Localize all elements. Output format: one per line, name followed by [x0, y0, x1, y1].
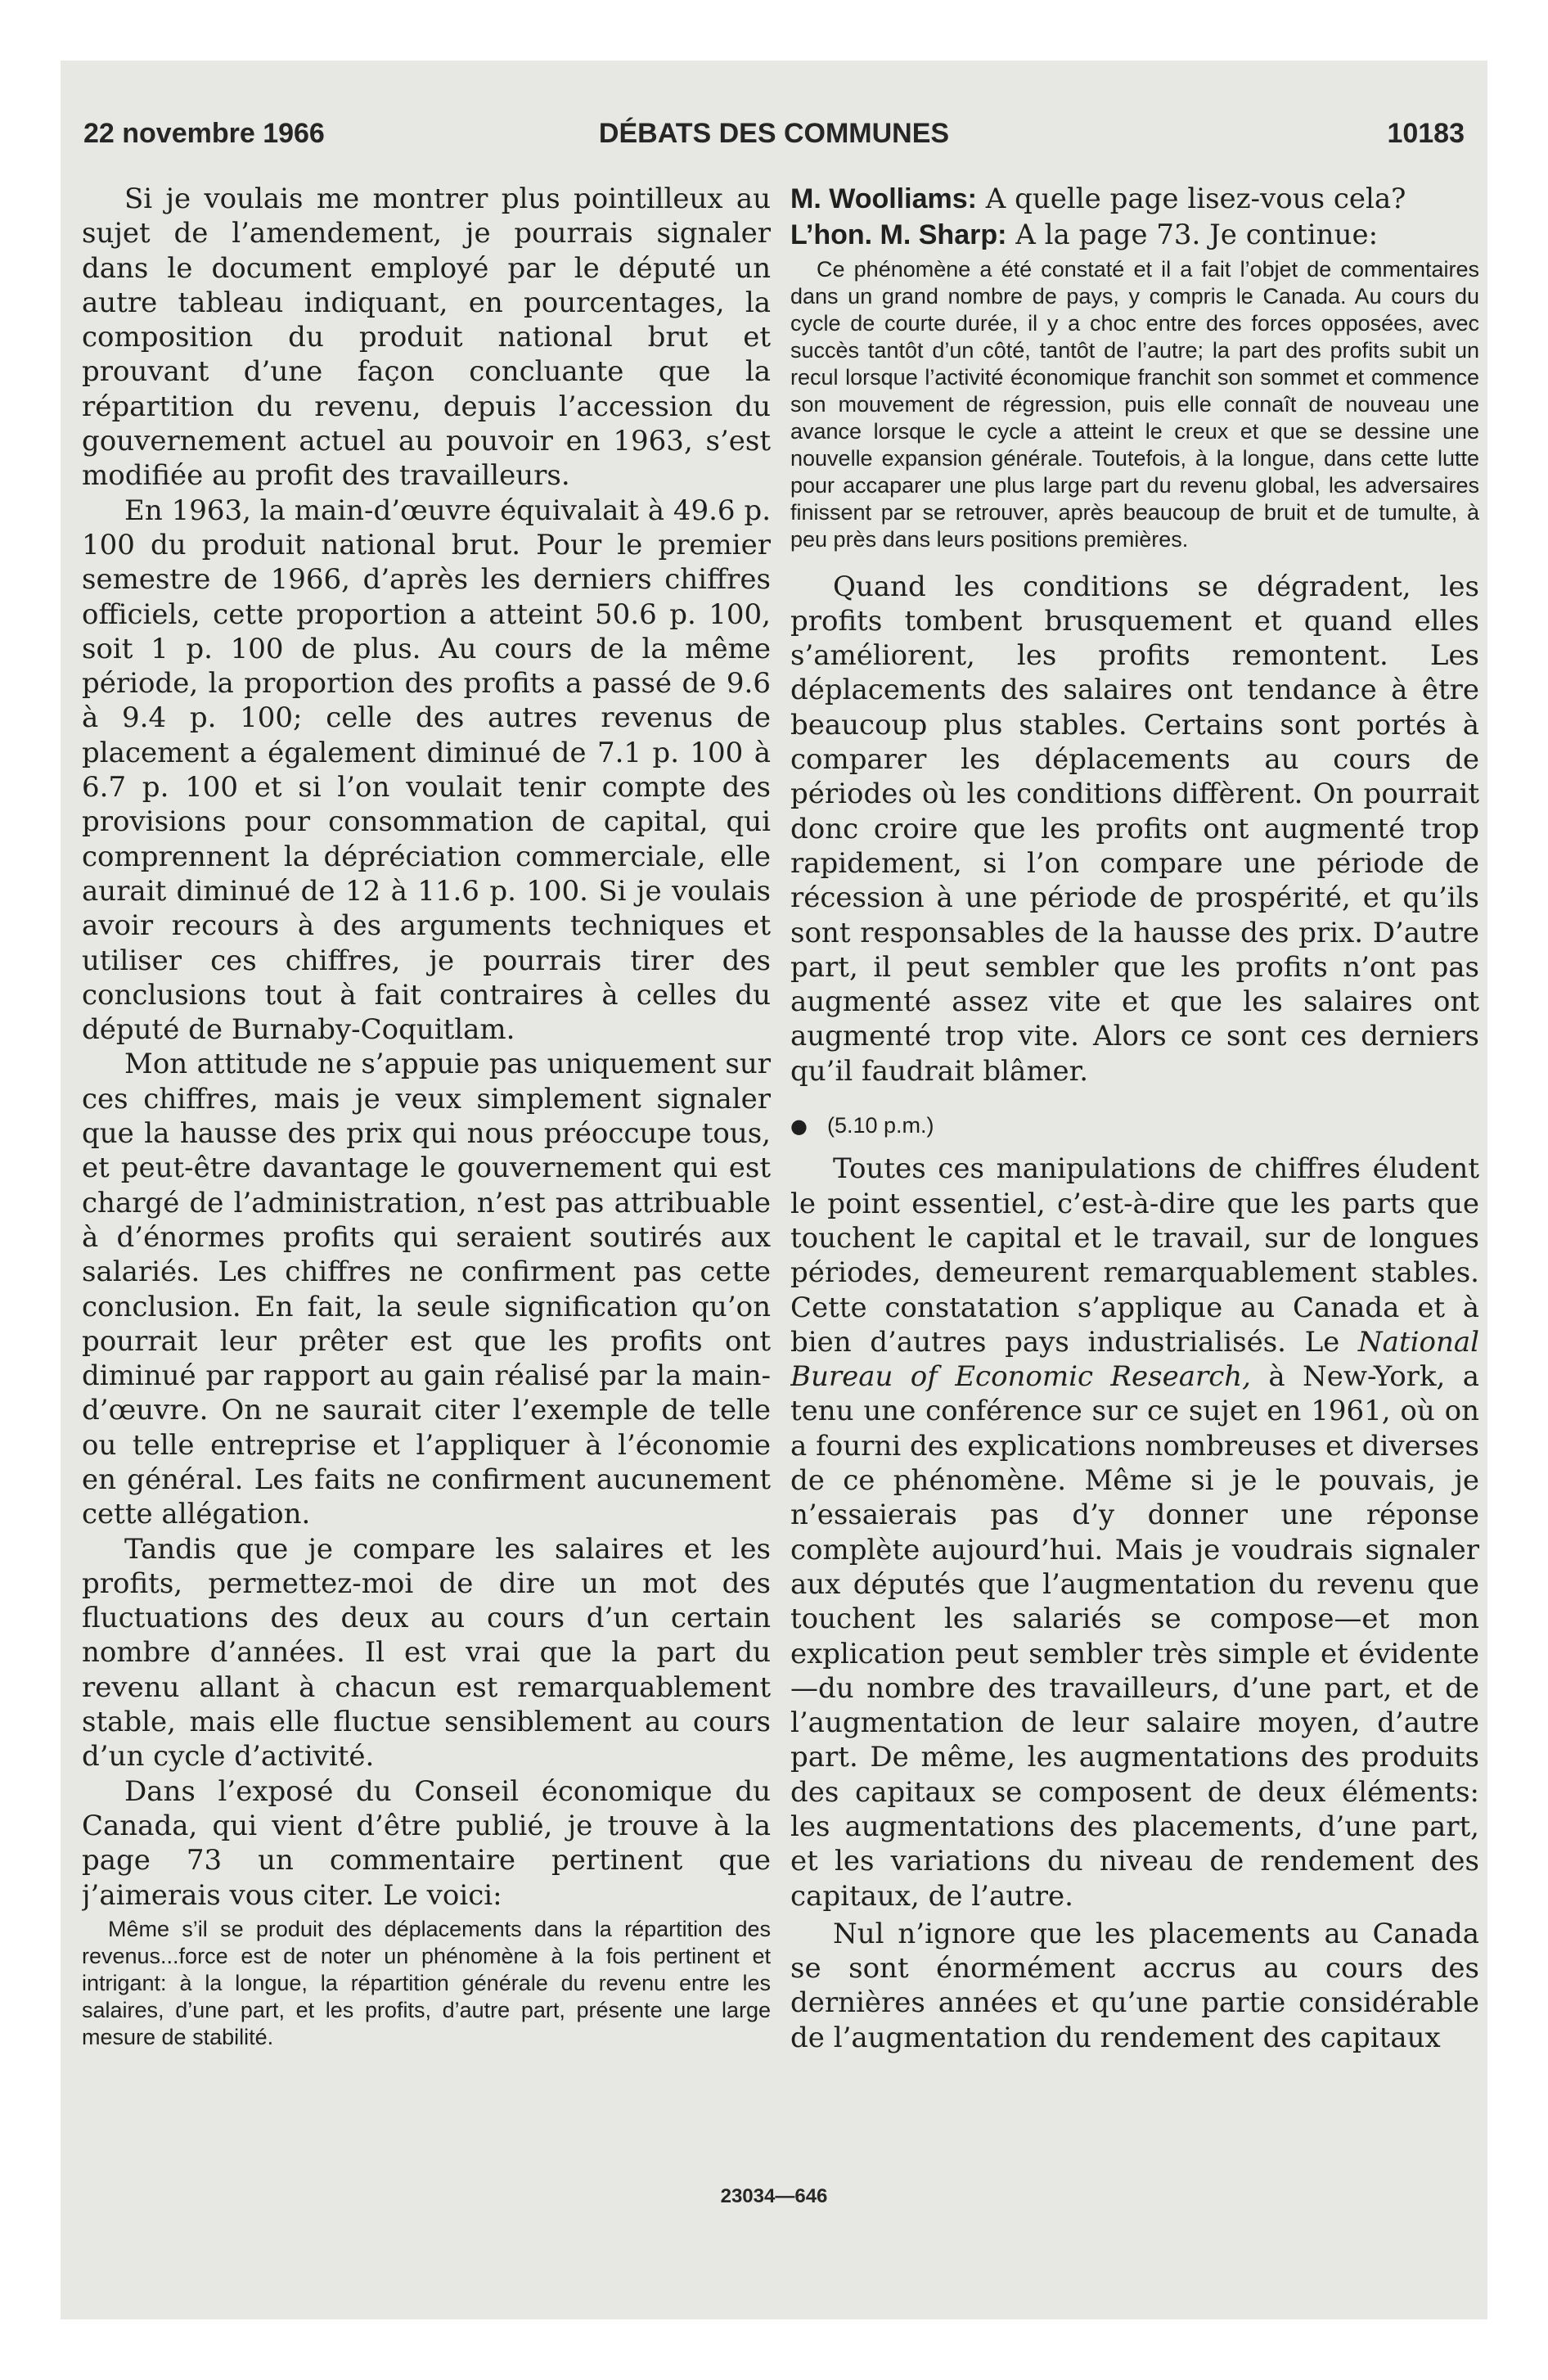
institution-name: National Bureau of Economic Research,	[790, 1325, 1479, 1394]
paragraph	[790, 1152, 1479, 1913]
header-title: DÉBATS DES COMMUNES	[598, 118, 950, 149]
paragraph: Nul n’ignore que les placements au Canada se sont énormément accrus au cours des dernières années et qu’une partie considérable de l’augmentation du rendement des capitaux	[790, 1917, 1479, 2054]
speaker-line	[790, 182, 1479, 216]
paragraph: Dans l’exposé du Conseil économique du Canada, qui vient d’être publié, je trouve à la page 73 un commentaire pertinent que j’aimerais vous citer. Le voici:	[82, 1774, 771, 1912]
speaker-text: A quelle page lisez-vous cela?	[985, 183, 1406, 215]
bullet-icon: ●	[790, 1115, 808, 1138]
header-page-number: 10183	[1387, 118, 1465, 149]
paragraph: Tandis que je compare les salaires et les profits, permettez-moi de dire un mot des fluctuations des deux au cours d’un certain nombre d’années. Il est vrai que la part du revenu allant à chacun est remarquablement stable, mais elle fluctue sensiblement au cours d’un cycle d’activité.	[82, 1532, 771, 1774]
right-column	[790, 182, 1479, 2170]
paragraph: Mon attitude ne s’appuie pas uniquement sur ces chiffres, mais je veux simplement signaler que la hausse des prix qui nous préoccupe tous, et peut-être davantage le gouvernement qui est chargé de l’administration, n’est pas attribuable à d’énormes profits qui seraient soutirés aux salariés. Les chiffres ne confirment pas cette conclusion. En fait, la seule signification qu’on pourrait leur prêter est que les profits ont diminué par rapport au gain réalisé par la main-d’œuvre. On ne saurait citer l’exemple de telle ou telle entreprise et l’appliquer à l’économie en général. Les faits ne confirment aucunement cette allégation.	[82, 1048, 771, 1531]
time-stamp: (5.10 p.m.)	[826, 1113, 934, 1138]
speaker-name: M. Woolliams:	[790, 183, 977, 214]
paragraph-text: à New-York, a tenu une conférence sur ce sujet en 1961, où on a fourni des explications nombreuses et diverses de ce phénomène. Même si je le pouvais, je n’essaierais pas d’y donner une réponse complète aujourd’hui. Mais je voudrais signaler aux députés que l’augmentation du revenu que touchent les salariés se compose—et mon explication peut sembler très simple et évidente—du nombre des travailleurs, d’une part, et de l’augmentation de leur salaire moyen, d’autre part. De même, les augmentations des produits des capitaux se composent de deux éléments: les augmentations des placements, d’une part, et les variations du niveau de rendement des capitaux, de l’autre.	[790, 1360, 1479, 1913]
left-column	[82, 182, 771, 2170]
paragraph: Quand les conditions se dégradent, les profits tombent brusquement et quand elles s’améliorent, les profits remontent. Les déplacements des salaires ont tendance à être beaucoup plus stables. Certains sont portés à comparer les déplacements au cours de périodes où les conditions diffèrent. On pourrait donc croire que les profits ont augmenté trop rapidement, si l’on compare une période de récession à une période de prospérité, et qu’ils sont responsables de la hausse des prix. D’autre part, il peut sembler que les profits n’ont pas augmenté assez vite et que les salaires ont augmenté trop vite. Alors ce sont ces derniers qu’il faudrait blâmer.	[790, 570, 1479, 1088]
block-quote: Même s’il se produit des déplacements dans la répartition des revenus...force est de noter un phénomène à la fois pertinent et intrigant: à la longue, la répartition générale du revenu entre les salaires, d’une part, et les profits, d’autre part, présente une large mesure de stabilité.	[82, 1916, 771, 2049]
paragraph: Si je voulais me montrer plus pointilleux au sujet de l’amendement, je pourrais signaler dans le document employé par le député un autre tableau indiquant, en pourcentages, la composition du produit national brut et prouvant d’une façon concluante que la répartition du revenu, depuis l’accession du gouvernement actuel au pouvoir en 1963, s’est modifiée au profit des travailleurs.	[82, 183, 771, 493]
page-header	[83, 113, 1465, 154]
footer-code: 23034—646	[720, 2185, 828, 2207]
header-date: 22 novembre 1966	[83, 118, 325, 149]
speaker-text: A la page 73. Je continue:	[1015, 219, 1379, 252]
time-marker	[790, 1107, 1479, 1143]
speaker-name: L’hon. M. Sharp:	[790, 219, 1007, 251]
page-sheet	[61, 61, 1487, 2319]
paragraph: En 1963, la main-d’œuvre équivalait à 49.6 p. 100 du produit national brut. Pour le premier semestre de 1966, d’après les derniers chiffres officiels, cette proportion a atteint 50.6 p. 100, soit 1 p. 100 de plus. Au cours de la même période, la proportion des profits a passé de 9.6 à 9.4 p. 100; celle des autres revenus de placement a également diminué de 7.1 p. 100 à 6.7 p. 100 et si l’on voulait tenir compte des provisions pour consommation de capital, qui comprennent la dépréciation commerciale, elle aurait diminué de 12 à 11.6 p. 100. Si je voulais avoir recours à des arguments techniques et utiliser ces chiffres, je pourrais tirer des conclusions tout à fait contraires à celles du député de Burnaby-Coquitlam.	[82, 494, 771, 1047]
speaker-line	[790, 218, 1479, 252]
block-quote: Ce phénomène a été constaté et il a fait l’objet de commentaires dans un grand nombre de pays, y compris le Canada. Au cours du cycle de courte durée, il y a choc entre des forces opposées, avec succès tantôt d’un côté, tantôt de l’autre; la part des profits subit un recul lorsque l’activité économique franchit son sommet et commence son mouvement de régression, puis elle connaît de nouveau une avance lorsque le cycle a atteint le creux et que se dessine une nouvelle expansion générale. Toutefois, à la longue, dans cette lutte pour accaparer une plus large part du revenu global, les adversaires finissent par se retrouver, après beaucoup de bruit et de tumulte, à peu près dans leurs positions premières.	[790, 256, 1479, 552]
paragraph-text: Toutes ces manipulations de chiffres éludent le point essentiel, c’est-à-dire que les parts que touchent le capital et le travail, sur de longues périodes, demeurent remarquablement stables. Cette constatation s’applique au Canada et à bien d’autres pays industrialisés. Le	[790, 1152, 1479, 1359]
